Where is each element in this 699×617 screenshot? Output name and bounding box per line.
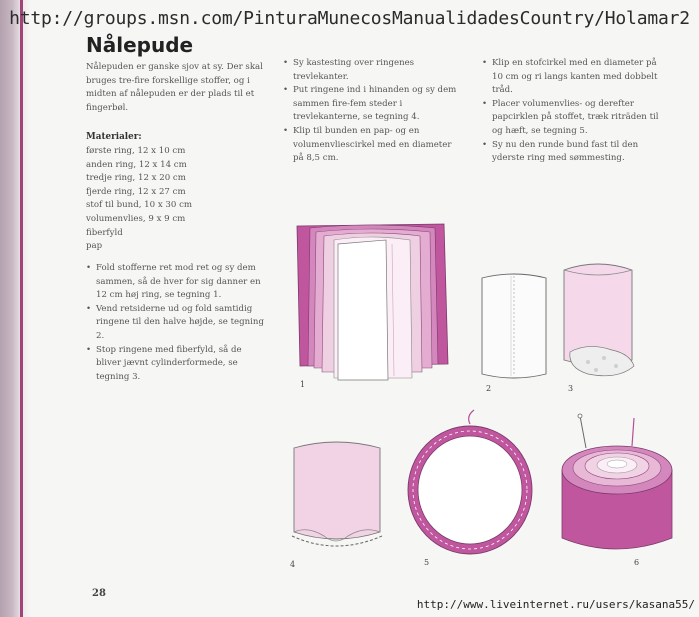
steps-column-1 — [86, 262, 268, 384]
step-item: • Klip en stofcirkel med en diameter på 10 cm og ri langs kanten med dobbelt tråd. — [482, 57, 662, 98]
material-item: anden ring, 12 x 14 cm — [86, 159, 187, 170]
figure-number: 1 — [300, 380, 306, 389]
step-item: • Klip til bunden en pap- og en volumenvliescirkel med en diameter på 8,5 cm. — [283, 125, 459, 166]
material-item: første ring, 12 x 10 cm — [86, 146, 186, 156]
figure-number: 3 — [568, 384, 574, 393]
figure-number: 2 — [486, 384, 492, 393]
illustration-5-fabric-circle — [404, 408, 536, 558]
spine-accent-line — [20, 0, 23, 617]
step-item: • Fold stofferne ret mod ret og sy dem sammen, så de hver for sig danner en 12 cm høj ring, se tegning 1. — [86, 262, 268, 303]
step-item: • Stop ringene med fiberfyld, så de bliver jævnt cylinderformede, se tegning 3. — [86, 344, 268, 385]
illustration-2-ring — [478, 270, 552, 384]
material-item: volumenvlies, 9 x 9 cm — [86, 213, 186, 224]
figure-number: 5 — [424, 558, 430, 567]
material-item: stof til bund, 10 x 30 cm — [86, 200, 193, 211]
materials-heading: Materialer: — [86, 132, 142, 142]
intro-paragraph: Nålepuden er ganske sjov at sy. Der skal bruges tre-fire forskellige stoffer, og i midten af nålepuden er der plads til et fingerbøl. — [86, 62, 263, 113]
footer-watermark-url: http://www.liveinternet.ru/users/kasana55/ — [416, 598, 695, 611]
page-title: Nålepude — [86, 33, 194, 57]
step-item: • Sy nu den runde bund fast til den yderste ring med sømmesting. — [482, 139, 662, 166]
materials-list — [86, 145, 271, 254]
material-item: fiberfyld — [86, 227, 123, 238]
book-spine — [0, 0, 30, 617]
illustration-6-finished-pincushion — [558, 412, 676, 558]
steps-column-2 — [283, 57, 459, 166]
material-item: tredje ring, 12 x 20 cm — [86, 173, 186, 184]
illustration-4-basted-ring — [288, 436, 388, 558]
step-item: • Placer volumenvlies- og derefter papcirklen på stoffet, træk riträden til og hæft, se tegning 5. — [482, 98, 662, 139]
material-item: fjerde ring, 12 x 27 cm — [86, 186, 186, 197]
step-item: • Vend retsiderne ud og fold samtidig ringene til den halve højde, se tegning 2. — [86, 303, 268, 344]
step-item: • Sy kastesting over ringenes trevlekanter. — [283, 57, 459, 84]
page-number: 28 — [92, 588, 106, 599]
material-item: pap — [86, 241, 103, 252]
step-item: • Put ringene ind i hinanden og sy dem sammen fire-fem steder i trevlekanterne, se tegning 4. — [283, 84, 459, 125]
illustration-3-stuffed-ring — [558, 258, 640, 382]
figure-number: 6 — [634, 558, 640, 567]
steps-column-3 — [482, 57, 662, 166]
header-watermark-url: http://groups.msn.com/PinturaMunecosManualidadesCountry/Holamar2 — [9, 8, 690, 29]
figure-number: 4 — [290, 560, 296, 569]
illustration-1-rings — [292, 220, 454, 382]
